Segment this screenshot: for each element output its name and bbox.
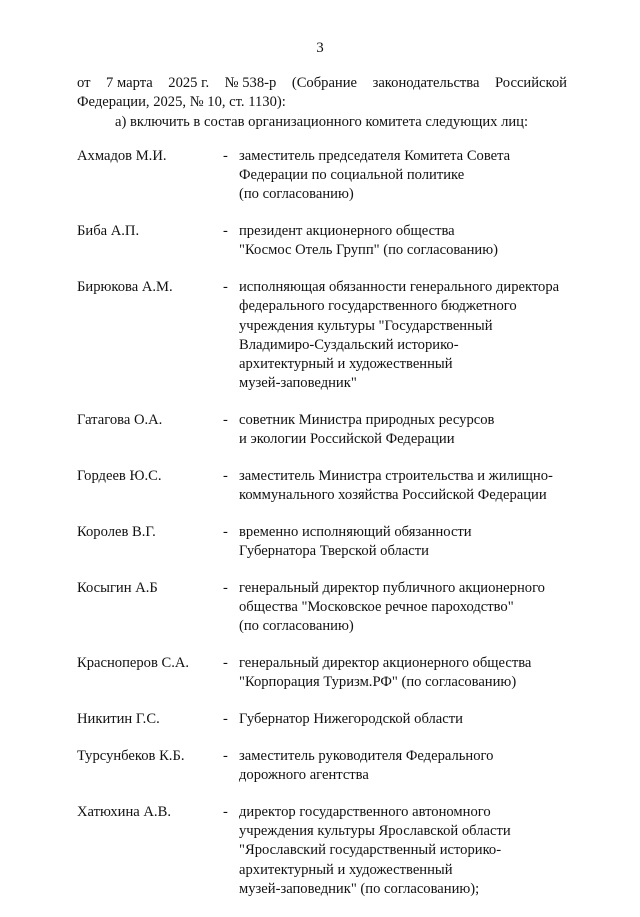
instruction-line: а) включить в состав организационного комитета следующих лиц:	[115, 114, 529, 130]
member-role: заместитель Министра строительства и жилищно- коммунального хозяйства Российской Федерации	[239, 468, 553, 504]
member-role: исполняющая обязанности генерального директора федерального государственного бюджетного учреждения культуры "Государственный Владимиро-Суздальский историко- архитектурный и художественный музей-заповедник"	[239, 279, 560, 392]
member-dash: -	[223, 412, 228, 429]
member-dash: -	[223, 148, 228, 164]
member-row	[77, 710, 577, 729]
member-row	[77, 278, 577, 393]
member-row	[77, 579, 577, 637]
member-dash: -	[223, 468, 228, 485]
member-role: советник Министра природных ресурсов и экологии Российской Федерации	[239, 412, 495, 448]
intro-word: (Собрание	[291, 75, 358, 91]
member-name: Биба А.П.	[77, 223, 140, 240]
member-row	[77, 523, 577, 561]
member-row	[77, 222, 577, 260]
member-row	[77, 467, 577, 505]
member-name: Косыгин А.Б	[77, 580, 158, 597]
member-dash: -	[223, 804, 228, 821]
member-row	[77, 803, 577, 899]
member-row	[77, 747, 577, 785]
member-role: заместитель председателя Комитета Совета Федерации по социальной политике (по согласованию)	[239, 148, 511, 203]
member-row	[77, 654, 577, 692]
member-row	[77, 411, 577, 449]
member-name: Ахмадов М.И.	[77, 148, 167, 164]
page-number: 3	[316, 40, 324, 56]
intro-word: Российской	[495, 75, 567, 91]
member-row	[77, 147, 577, 205]
member-dash: -	[223, 580, 228, 597]
member-role: генеральный директор акционерного общества "Корпорация Туризм.РФ" (по согласованию)	[239, 655, 532, 691]
member-dash: -	[223, 279, 228, 296]
member-role: временно исполняющий обязанности Губернатора Тверской области	[239, 524, 472, 560]
member-role: заместитель руководителя Федерального дорожного агентства	[239, 748, 494, 784]
member-name: Никитин Г.С.	[77, 711, 160, 728]
committee-member-list	[77, 147, 577, 917]
intro-word: от	[77, 75, 91, 91]
intro-paragraph	[77, 74, 567, 112]
member-name: Королев В.Г.	[77, 524, 156, 541]
intro-line-1	[77, 74, 567, 93]
member-role: президент акционерного общества "Космос Отель Групп" (по согласованию)	[239, 223, 498, 259]
member-name: Турсунбеков К.Б.	[77, 748, 185, 765]
member-name: Гатагова О.А.	[77, 412, 163, 429]
member-role: генеральный директор публичного акционерного общества "Московское речное пароходство" (по согласованию)	[239, 580, 545, 635]
member-name: Бирюкова А.М.	[77, 279, 173, 296]
intro-line-2: Федерации, 2025, № 10, ст. 1130):	[77, 94, 286, 110]
intro-word: 7 марта	[106, 75, 153, 91]
member-dash: -	[223, 524, 228, 541]
member-name: Красноперов С.А.	[77, 655, 190, 672]
member-dash: -	[223, 711, 228, 728]
member-dash: -	[223, 223, 228, 240]
intro-word: 2025 г.	[168, 75, 210, 91]
member-dash: -	[223, 655, 228, 672]
member-role: директор государственного автономного учреждения культуры Ярославской области "Ярославский государственный историко- архитектурный и художественный музей-заповедник" (по согласованию);	[239, 804, 511, 897]
member-dash: -	[223, 748, 228, 765]
intro-word: законодательства	[372, 75, 480, 91]
intro-word: № 538-р	[224, 75, 277, 91]
member-name: Гордеев Ю.С.	[77, 468, 162, 485]
member-name: Хатюхина А.В.	[77, 804, 171, 821]
member-role: Губернатор Нижегородской области	[239, 711, 463, 728]
